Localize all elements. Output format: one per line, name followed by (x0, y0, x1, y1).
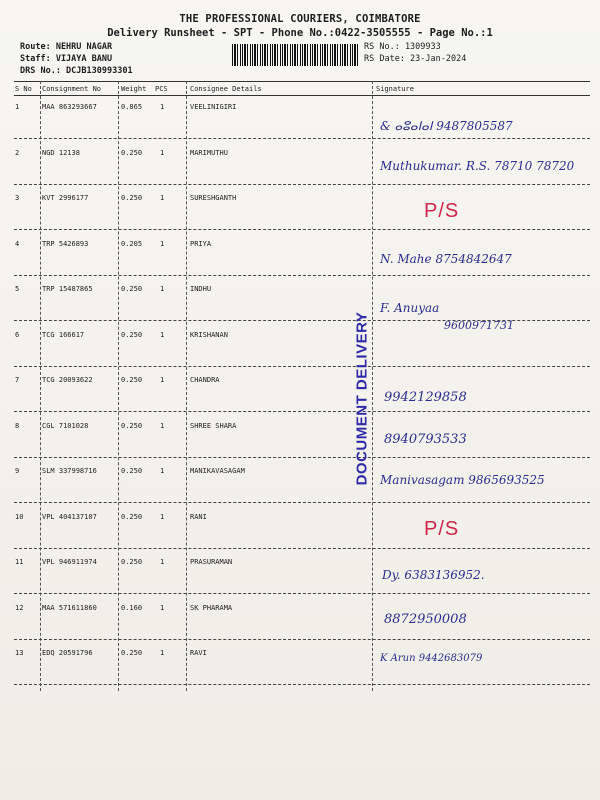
header-rule-top (14, 81, 590, 82)
document-delivery-stamp: DOCUMENT DELIVERY (353, 311, 371, 486)
row-consignment-no: TCG 166617 (42, 330, 85, 339)
row-pcs: 1 (160, 558, 165, 566)
row-consignee: SHREE SHARA (190, 421, 237, 430)
row-pcs: 1 (160, 103, 165, 111)
row-sno: 7 (15, 376, 20, 384)
row-consignment-no: TRP 15487865 (42, 285, 93, 293)
barcode (232, 44, 358, 66)
row-pcs: 1 (160, 421, 165, 430)
row-consignment-no: TRP 5426893 (42, 239, 89, 248)
col-header-sno: S No (15, 85, 32, 93)
row-separator (14, 229, 590, 230)
row-separator (14, 593, 590, 594)
row-consignee: MANIKAVASAGAM (190, 467, 245, 475)
row-signature: 8872950008 (384, 611, 467, 627)
row-sno: 2 (15, 148, 20, 157)
header-rule-bottom (14, 95, 590, 96)
col-divider (372, 81, 373, 691)
row-pcs: 1 (160, 603, 165, 612)
row-signature: 9942129858 (384, 390, 467, 405)
row-pcs: 1 (160, 649, 165, 657)
row-sno: 4 (15, 239, 20, 248)
row-separator (14, 684, 590, 685)
ps-stamp: P/S (424, 518, 460, 540)
company-title: THE PROFESSIONAL COURIERS, COIMBATORE (179, 13, 421, 25)
row-consignee: PRASURAMAN (190, 558, 233, 566)
row-signature: K Arun 9442683079 (380, 653, 483, 664)
row-consignment-no: KVT 2996177 (42, 194, 89, 202)
row-sno: 6 (15, 330, 20, 339)
row-consignment-no: NGD 12138 (42, 148, 80, 157)
row-pcs: 1 (160, 239, 165, 248)
row-weight: 0.865 (121, 103, 143, 111)
row-weight: 0.205 (121, 239, 143, 248)
row-pcs: 1 (160, 376, 165, 384)
row-weight: 0.250 (121, 330, 143, 339)
row-consignee: VEELINIGIRI (190, 103, 237, 111)
ps-stamp: P/S (424, 200, 460, 222)
row-weight: 0.250 (121, 148, 143, 157)
row-consignee: KRISHANAN (190, 330, 228, 339)
staff-label: Staff: VIJAYA BANU (20, 54, 113, 64)
col-divider (186, 81, 187, 691)
route-label: Route: NEHRU NAGAR (20, 42, 113, 52)
col-divider (40, 81, 41, 691)
col-header-consignment: Consignment No (42, 85, 102, 93)
row-pcs: 1 (160, 285, 165, 293)
row-separator (14, 275, 590, 276)
row-consignee: PRIYA (190, 239, 212, 248)
row-separator (14, 366, 590, 367)
row-sno: 13 (15, 649, 24, 657)
row-sno: 8 (15, 421, 20, 430)
row-consignee: RANI (190, 512, 207, 521)
row-sno: 10 (15, 512, 24, 521)
row-separator (14, 138, 590, 139)
row-consignee: INDHU (190, 285, 212, 293)
row-pcs: 1 (160, 467, 165, 475)
row-consignment-no: MAA 571611860 (42, 603, 97, 612)
row-weight: 0.250 (121, 421, 143, 430)
row-sno: 3 (15, 194, 20, 202)
rs-date: RS Date: 23-Jan-2024 (364, 54, 467, 64)
row-weight: 0.250 (121, 467, 143, 475)
row-consignment-no: MAA 863293667 (42, 103, 97, 111)
row-sno: 5 (15, 285, 20, 293)
row-separator (14, 639, 590, 640)
row-consignee: SK PHARAMA (190, 603, 233, 612)
runsheet-subtitle: Delivery Runsheet - SPT - Phone No.:0422-3505555 - Page No.:1 (107, 27, 493, 39)
row-separator (14, 457, 590, 458)
row-weight: 0.250 (121, 512, 143, 521)
row-consignment-no: SLM 337998716 (42, 467, 97, 475)
row-signature: F. Anuyaa (380, 301, 440, 315)
row-weight: 0.250 (121, 194, 143, 202)
row-consignment-no: TCG 20093622 (42, 376, 93, 384)
col-header-pcs: PCS (155, 85, 168, 93)
row-consignment-no: CGL 7101028 (42, 421, 89, 430)
row-sno: 12 (15, 603, 24, 612)
row-consignee: RAVI (190, 649, 207, 657)
row-sno: 11 (15, 558, 24, 566)
col-header-signature: Signature (376, 85, 414, 93)
col-header-weight: Weight (121, 85, 147, 93)
row-signature: N. Mahe 8754842647 (380, 251, 512, 266)
row-weight: 0.250 (121, 376, 143, 384)
row-signature: 8940793533 (384, 431, 467, 447)
row-weight: 0.250 (121, 285, 143, 293)
row-signature: 9600971731 (444, 318, 514, 332)
row-separator (14, 411, 590, 412)
row-consignee: SURESHGANTH (190, 194, 237, 202)
row-pcs: 1 (160, 330, 165, 339)
row-weight: 0.250 (121, 649, 143, 657)
row-weight: 0.250 (121, 558, 143, 566)
col-header-consignee: Consignee Details (190, 85, 262, 93)
row-sno: 9 (15, 467, 20, 475)
row-consignee: MARIMUTHU (190, 148, 228, 157)
row-separator (14, 502, 590, 503)
row-consignment-no: VPL 404137107 (42, 512, 97, 521)
row-separator (14, 184, 590, 185)
row-signature: Dy. 6383136952. (382, 568, 485, 582)
row-pcs: 1 (160, 512, 165, 521)
row-pcs: 1 (160, 148, 165, 157)
drs-number: DRS No.: DCJB130993301 (20, 66, 133, 76)
col-divider (118, 81, 119, 691)
row-signature: Muthukumar. R.S. 78710 78720 (380, 158, 575, 173)
row-pcs: 1 (160, 194, 165, 202)
rs-number: RS No.: 1309933 (364, 42, 441, 52)
row-consignment-no: VPL 946911974 (42, 558, 97, 566)
row-consignment-no: EDQ 20591796 (42, 649, 93, 657)
row-signature: Manivasagam 9865693525 (380, 473, 545, 487)
row-weight: 0.160 (121, 603, 143, 612)
row-sno: 1 (15, 103, 20, 111)
row-signature: & ⴰⵓⴰⵏⴰⵏ 9487805587 (380, 119, 513, 133)
row-consignee: CHANDRA (190, 376, 220, 384)
row-separator (14, 548, 590, 549)
